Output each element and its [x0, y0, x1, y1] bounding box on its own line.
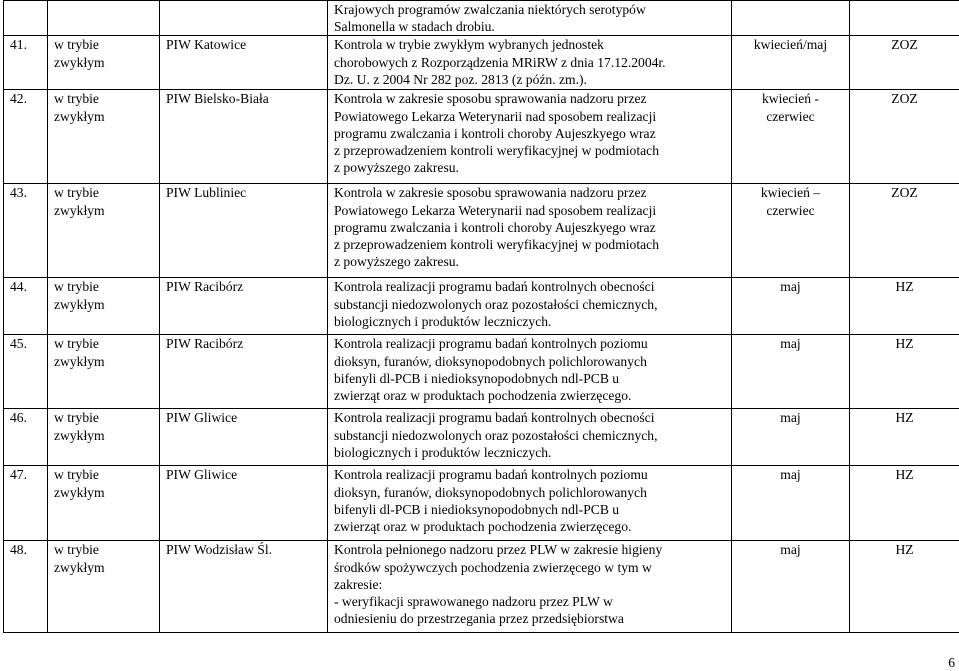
inspection-period: maj	[732, 335, 850, 409]
inspection-description: Kontrola realizacji programu badań kontrolnych obecności substancji niedozwolonych oraz pozostałości chemicznych, biologicznych i produktów leczniczych.	[328, 409, 732, 466]
inspection-mode: w trybie zwykłym	[48, 184, 160, 278]
department-code: HZ	[850, 335, 959, 409]
inspected-unit: PIW Bielsko-Biała	[160, 90, 328, 184]
inspection-period	[732, 1, 850, 36]
department-code: ZOZ	[850, 184, 959, 278]
inspection-period: kwiecień – czerwiec	[732, 184, 850, 278]
inspected-unit: PIW Katowice	[160, 36, 328, 90]
inspection-mode: w trybie zwykłym	[48, 466, 160, 541]
inspection-mode: w trybie zwykłym	[48, 409, 160, 466]
inspection-description: Kontrola realizacji programu badań kontrolnych poziomu dioksyn, furanów, dioksynopodobnych polichlorowanych bifenyli dl-PCB i niedioksynopodobnych ndl-PCB u zwierząt oraz w produktach pochodzenia zwierzęcego.	[328, 466, 732, 541]
row-number	[4, 1, 48, 36]
inspection-mode: w trybie zwykłym	[48, 541, 160, 633]
table-row	[4, 1, 959, 36]
inspected-unit: PIW Gliwice	[160, 409, 328, 466]
inspection-period: maj	[732, 409, 850, 466]
inspection-description: Kontrola w trybie zwykłym wybranych jednostek chorobowych z Rozporządzenia MRiRW z dnia 17.12.2004r. Dz. U. z 2004 Nr 282 poz. 2813 (z późn. zm.).	[328, 36, 732, 90]
row-number: 41.	[4, 36, 48, 90]
row-number: 44.	[4, 278, 48, 335]
row-number: 46.	[4, 409, 48, 466]
table-row	[4, 278, 959, 335]
inspected-unit	[160, 1, 328, 36]
inspection-period: kwiecień/maj	[732, 36, 850, 90]
inspection-period: maj	[732, 541, 850, 633]
row-number: 42.	[4, 90, 48, 184]
inspected-unit: PIW Racibórz	[160, 278, 328, 335]
row-number: 43.	[4, 184, 48, 278]
table-row	[4, 409, 959, 466]
inspected-unit: PIW Gliwice	[160, 466, 328, 541]
inspection-mode: w trybie zwykłym	[48, 278, 160, 335]
inspection-description: Kontrola w zakresie sposobu sprawowania nadzoru przez Powiatowego Lekarza Weterynarii nad sposobem realizacji programu zwalczania i kontroli choroby Aujeszkyego wraz z przeprowadzeniem kontroli weryfikacyjnej w podmiotach z powyższego zakresu.	[328, 90, 732, 184]
row-number: 45.	[4, 335, 48, 409]
inspection-mode: w trybie zwykłym	[48, 90, 160, 184]
department-code: HZ	[850, 278, 959, 335]
table-row	[4, 90, 959, 184]
inspection-description: Kontrola pełnionego nadzoru przez PLW w zakresie higieny środków spożywczych pochodzenia zwierzęcego w tym w zakresie: - weryfikacji sprawowanego nadzoru przez PLW w odniesieniu do przestrzegania przez przedsiębiorstwa	[328, 541, 732, 633]
inspection-mode	[48, 1, 160, 36]
table-row	[4, 466, 959, 541]
department-code: HZ	[850, 541, 959, 633]
department-code: ZOZ	[850, 36, 959, 90]
row-number: 47.	[4, 466, 48, 541]
table-row	[4, 541, 959, 633]
table-row	[4, 335, 959, 409]
department-code: HZ	[850, 409, 959, 466]
inspection-period: maj	[732, 278, 850, 335]
inspection-description: Kontrola realizacji programu badań kontrolnych poziomu dioksyn, furanów, dioksynopodobnych polichlorowanych bifenyli dl-PCB i niedioksynopodobnych ndl-PCB u zwierząt oraz w produktach pochodzenia zwierzęcego.	[328, 335, 732, 409]
inspection-period: kwiecień - czerwiec	[732, 90, 850, 184]
department-code	[850, 1, 959, 36]
department-code: ZOZ	[850, 90, 959, 184]
page-number: 6	[948, 655, 955, 670]
inspection-description: Kontrola w zakresie sposobu sprawowania nadzoru przez Powiatowego Lekarza Weterynarii nad sposobem realizacji programu zwalczania i kontroli choroby Aujeszkyego wraz z przeprowadzeniem kontroli weryfikacyjnej w podmiotach z powyższego zakresu.	[328, 184, 732, 278]
inspection-mode: w trybie zwykłym	[48, 36, 160, 90]
inspection-period: maj	[732, 466, 850, 541]
inspection-mode: w trybie zwykłym	[48, 335, 160, 409]
table-row	[4, 36, 959, 90]
inspection-schedule-table	[3, 0, 959, 633]
inspected-unit: PIW Lubliniec	[160, 184, 328, 278]
department-code: HZ	[850, 466, 959, 541]
table-row	[4, 184, 959, 278]
inspection-description: Krajowych programów zwalczania niektórych serotypów Salmonella w stadach drobiu.	[328, 1, 732, 36]
inspected-unit: PIW Wodzisław Śl.	[160, 541, 328, 633]
row-number: 48.	[4, 541, 48, 633]
inspection-description: Kontrola realizacji programu badań kontrolnych obecności substancji niedozwolonych oraz pozostałości chemicznych, biologicznych i produktów leczniczych.	[328, 278, 732, 335]
inspected-unit: PIW Racibórz	[160, 335, 328, 409]
